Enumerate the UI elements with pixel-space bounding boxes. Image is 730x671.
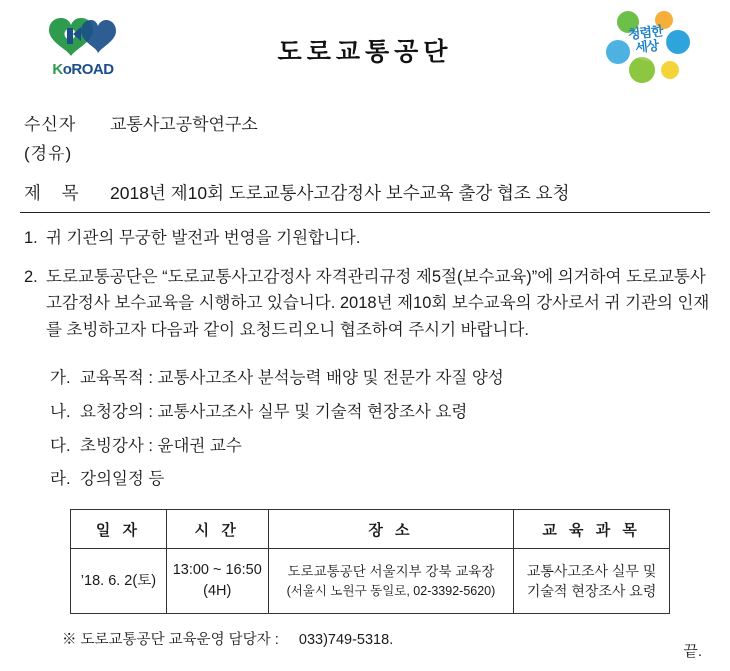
cell-place: [268, 549, 514, 614]
koroad-wordmark-k: K: [52, 61, 63, 78]
cell-course-line2: 기술적 현장조사 요령: [526, 583, 657, 600]
cell-place-main: 도로교통공단 서울지부 강북 교육장: [287, 564, 495, 580]
list-item: [50, 362, 710, 396]
list-item-text: 교육목적 : 교통사고조사 분석능력 배양 및 전문가 자질 양성: [80, 368, 504, 387]
via-row: [24, 139, 710, 164]
page-title: 도로교통공단: [277, 38, 453, 66]
list-item: [50, 396, 710, 430]
table-row: [71, 549, 670, 614]
list-item-marker: 다.: [50, 436, 71, 455]
subject-label: 제 목: [24, 183, 87, 203]
receiver-value: 교통사고공학연구소: [110, 115, 258, 134]
paragraph-1: [24, 225, 710, 252]
list-item-marker: 라.: [50, 470, 71, 489]
contact-note-phone: 033)749-5318.: [298, 632, 394, 649]
detail-item-list: [50, 362, 710, 497]
koroad-wordmark-rest: oROAD: [62, 61, 114, 78]
cell-time-sub: (4H): [203, 583, 232, 600]
contact-note: [62, 628, 710, 649]
table-header-row: [71, 510, 670, 549]
list-item: [50, 430, 710, 464]
schedule-table-body: [71, 549, 670, 614]
column-header-date: 일 자: [71, 510, 167, 549]
cell-date: ’18. 6. 2(토): [71, 549, 167, 614]
list-item-marker: 가.: [50, 368, 71, 387]
integrity-stamp-line1: 청렴한: [627, 23, 664, 42]
document-body: [24, 225, 710, 497]
paragraph-2-text: 도로교통공단은 “도로교통사고감정사 자격관리규정 제5절(보수교육)”에 의거하여 도로교통사고감정사 보수교육을 시행하고 있습니다. 2018년 제10회 보수교육의 강사로서 귀 기관의 인재를 초빙하고자 다음과 같이 요청드리오니 협조하여 주시기 바랍니다.: [46, 267, 710, 340]
receiver-label: 수신자: [24, 115, 77, 134]
end-mark: 끝.: [683, 643, 702, 660]
paragraph-1-number: 1.: [24, 229, 38, 247]
subject-block: [20, 180, 710, 213]
list-item-marker: 나.: [50, 402, 71, 421]
column-header-place: 장 소: [268, 510, 514, 549]
cell-course-line1: 교통사고조사 실무 및: [526, 562, 657, 579]
via-label: (경유): [24, 144, 73, 163]
cell-time-main: 13:00 ~ 16:50: [172, 562, 262, 579]
paragraph-1-text: 귀 기관의 무궁한 발전과 번영을 기원합니다.: [46, 229, 361, 247]
integrity-stamp: [598, 8, 694, 88]
column-header-course: 교 육 과 목: [514, 510, 670, 549]
cell-place-sub: (서울시 노원구 동일로, 02-3392-5620): [286, 583, 496, 598]
list-item-text: 초빙강사 : 윤대권 교수: [80, 436, 242, 455]
receiver-row: [24, 110, 710, 135]
subject-value: 2018년 제10회 도로교통사고감정사 보수교육 출강 협조 요청: [110, 183, 570, 203]
subject-row: [24, 180, 710, 205]
list-item-text: 강의일정 등: [80, 470, 165, 489]
list-item: [50, 463, 710, 497]
contact-note-prefix: ※ 도로교통공단 교육운영 담당자 :: [62, 632, 279, 649]
schedule-table-head: [71, 510, 670, 549]
schedule-table-wrapper: [70, 509, 670, 614]
integrity-stamp-line2: 세상: [634, 37, 659, 55]
paragraph-2: [24, 264, 710, 344]
cell-time: [166, 549, 268, 614]
schedule-table: [70, 509, 670, 614]
list-item-text: 요청강의 : 교통사고조사 실무 및 기술적 현장조사 요령: [80, 402, 468, 421]
paragraph-2-number: 2.: [24, 267, 38, 286]
document-header: [20, 0, 710, 96]
cell-course: [514, 549, 670, 614]
column-header-time: 시 간: [166, 510, 268, 549]
